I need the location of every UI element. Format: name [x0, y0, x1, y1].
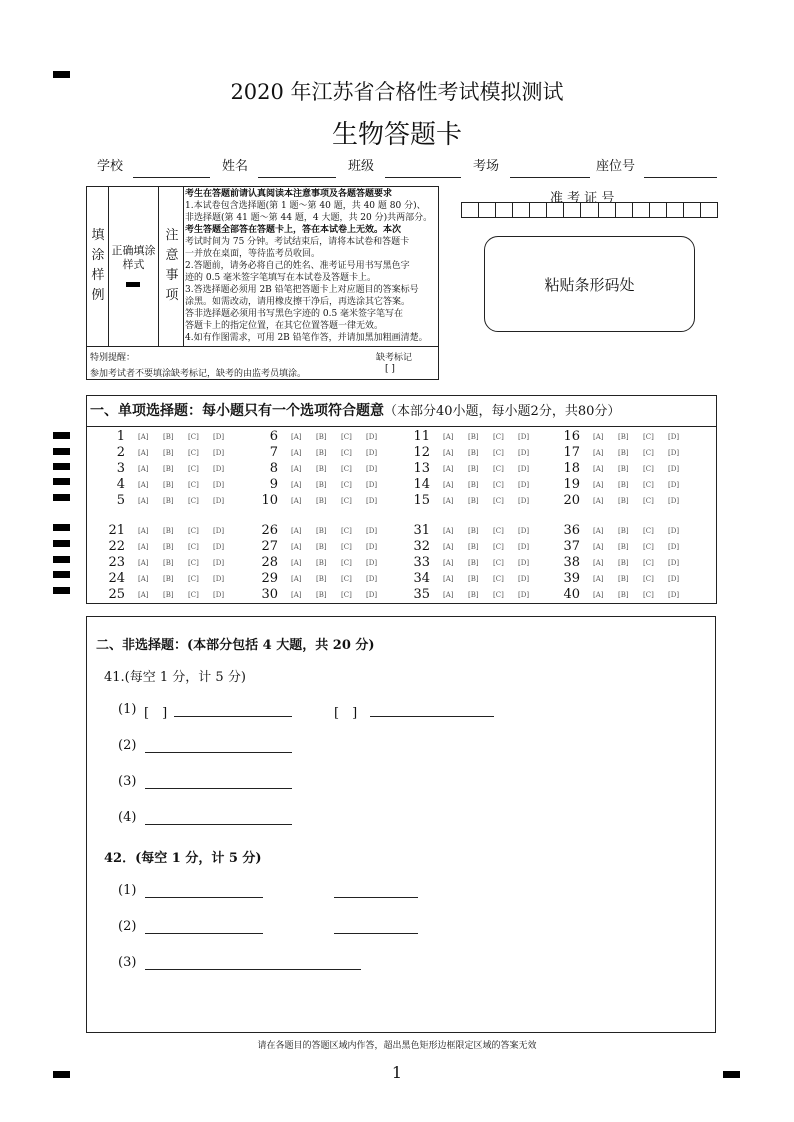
answer-option-bubble[interactable]: [B] — [618, 591, 629, 599]
answer-option-bubble[interactable]: [C] — [188, 497, 199, 505]
answer-option-bubble[interactable]: [B] — [618, 575, 629, 583]
field-room-label: 考场 — [473, 159, 500, 174]
answer-option-bubble[interactable]: [C] — [188, 449, 199, 457]
question-number: 17 — [563, 445, 580, 460]
answer-option-bubble[interactable]: [C] — [493, 449, 504, 457]
q42-answer-1a[interactable] — [145, 897, 263, 898]
question-number: 21 — [108, 523, 125, 538]
question-number: 4 — [116, 477, 125, 492]
timing-mark — [53, 524, 70, 531]
answer-option-bubble[interactable]: [D] — [213, 591, 225, 599]
answer-option-bubble[interactable]: [B] — [618, 449, 629, 457]
absent-mark-box[interactable]: [ ] — [385, 364, 395, 374]
answer-option-bubble[interactable]: [D] — [366, 575, 378, 583]
answer-option-bubble[interactable]: [A] — [138, 433, 149, 441]
answer-option-bubble[interactable]: [C] — [493, 543, 504, 551]
answer-option-bubble[interactable]: [A] — [593, 449, 604, 457]
answer-option-bubble[interactable]: [D] — [518, 433, 530, 441]
notice-col3: 注 意 事 项 — [165, 228, 179, 303]
answer-option-bubble[interactable]: [C] — [188, 543, 199, 551]
answer-option-bubble[interactable]: [D] — [518, 543, 530, 551]
question-number: 8 — [269, 461, 278, 476]
answer-option-bubble[interactable]: [D] — [213, 433, 225, 441]
answer-option-bubble[interactable]: [D] — [213, 575, 225, 583]
answer-option-bubble[interactable]: [D] — [366, 465, 378, 473]
question-number: 6 — [269, 429, 278, 444]
answer-option-bubble[interactable]: [A] — [138, 575, 149, 583]
answer-option-bubble[interactable]: [A] — [291, 543, 302, 551]
field-school-label: 学校 — [97, 159, 124, 174]
q41-item-2: (2) — [118, 738, 137, 753]
question-number: 28 — [261, 555, 278, 570]
answer-option-bubble[interactable]: [D] — [668, 481, 680, 489]
answer-option-bubble[interactable]: [A] — [291, 559, 302, 567]
answer-option-bubble[interactable]: [B] — [618, 543, 629, 551]
question-number: 2 — [116, 445, 125, 460]
answer-option-bubble[interactable]: [B] — [316, 543, 327, 551]
answer-option-bubble[interactable]: [A] — [291, 481, 302, 489]
answer-option-bubble[interactable]: [A] — [138, 527, 149, 535]
q41-bracket-1[interactable]: [ ] — [144, 706, 168, 721]
fill-example-col1: 填 涂 样 例 — [91, 228, 105, 303]
admission-boxes[interactable] — [461, 202, 718, 218]
answer-option-bubble[interactable]: [B] — [163, 591, 174, 599]
answer-option-bubble[interactable]: [B] — [163, 543, 174, 551]
q42-answer-2a[interactable] — [145, 933, 263, 934]
answer-option-bubble[interactable]: [B] — [316, 449, 327, 457]
question-number: 15 — [413, 493, 430, 508]
question-number: 25 — [108, 587, 125, 602]
section2-title: 二、非选择题：(本部分包括 4 大题，共 20 分) — [96, 638, 375, 653]
timing-mark — [53, 571, 70, 578]
answer-option-bubble[interactable]: [B] — [468, 543, 479, 551]
answer-option-bubble[interactable]: [B] — [316, 481, 327, 489]
answer-option-bubble[interactable]: [C] — [643, 497, 654, 505]
answer-option-bubble[interactable]: [D] — [366, 591, 378, 599]
answer-option-bubble[interactable]: [A] — [593, 559, 604, 567]
answer-option-bubble[interactable]: [C] — [188, 559, 199, 567]
answer-option-bubble[interactable]: [C] — [341, 433, 352, 441]
answer-option-bubble[interactable]: [D] — [668, 527, 680, 535]
answer-option-bubble[interactable]: [C] — [643, 575, 654, 583]
answer-option-bubble[interactable]: [A] — [138, 591, 149, 599]
question-number: 9 — [269, 477, 278, 492]
answer-option-bubble[interactable]: [A] — [443, 559, 454, 567]
question-number: 5 — [116, 493, 125, 508]
answer-option-bubble[interactable]: [A] — [138, 465, 149, 473]
q42-answer-3[interactable] — [145, 969, 361, 970]
answer-option-bubble[interactable]: [A] — [291, 449, 302, 457]
answer-option-bubble[interactable]: [C] — [188, 591, 199, 599]
page-number: 1 — [391, 1063, 403, 1082]
question-number: 12 — [413, 445, 430, 460]
answer-option-bubble[interactable]: [B] — [618, 497, 629, 505]
answer-option-bubble[interactable]: [B] — [618, 527, 629, 535]
answer-option-bubble[interactable]: [B] — [468, 527, 479, 535]
answer-option-bubble[interactable]: [D] — [366, 543, 378, 551]
question-number: 16 — [563, 429, 580, 444]
answer-option-bubble[interactable]: [A] — [138, 559, 149, 567]
question-number: 14 — [413, 477, 430, 492]
q41-answer-1a[interactable] — [174, 716, 292, 717]
question-number: 40 — [563, 587, 580, 602]
answer-option-bubble[interactable]: [A] — [291, 497, 302, 505]
answer-option-bubble[interactable]: [D] — [518, 527, 530, 535]
notes-text: 考生在答题前请认真阅读本注意事项及各题答题要求 1.本试卷包含选择题(第 1 题～第 40 题，共 40 题 80 分)、 非选择题(第 41 题～第 44 题，4 大题，共 20 分)共两部分。 考生答题全部答在答题卡上，答在本试卷上无效。本次 考试时间为 75 分钟。考试结束后，请将本试卷和答题卡 一并放在桌面，等待监考员收回。 2.答题前，请务必将自己的姓名、准考证号用书写黑色字 迹的 0.5 毫米签字笔填写在本试卷及答题卡上。 3.答选择题必须用 2B 铅笔把答题卡上对应题目的答案标号 涂黑。如需改动，请用橡皮擦干净后，再选涂其它答案。 答非选择题必须用书写黑色字迹的 0.5 毫米签字笔写在 答题卡上的指定位置，在其它位置答题一律无效。 4.如有作图需求，可用 2B 铅笔作答，并请加黑加粗画清楚。 — [185, 189, 433, 343]
timing-mark — [53, 478, 70, 485]
answer-option-bubble[interactable]: [C] — [341, 527, 352, 535]
answer-option-bubble[interactable]: [A] — [593, 575, 604, 583]
answer-option-bubble[interactable]: [D] — [366, 481, 378, 489]
answer-option-bubble[interactable]: [D] — [213, 449, 225, 457]
answer-option-bubble[interactable]: [B] — [316, 575, 327, 583]
field-school-line[interactable] — [133, 177, 210, 178]
question-number: 38 — [563, 555, 580, 570]
q42-item-1: (1) — [118, 883, 137, 898]
answer-option-bubble[interactable]: [A] — [443, 527, 454, 535]
q41-item-1: (1) — [118, 702, 137, 717]
field-name-label: 姓名 — [222, 159, 249, 174]
answer-option-bubble[interactable]: [A] — [443, 481, 454, 489]
field-room-line[interactable] — [510, 177, 590, 178]
section1-title: 一、单项选择题：每小题只有一个选项符合题意（本部分40小题，每小题2分，共80分） — [90, 403, 621, 419]
answer-option-bubble[interactable]: [C] — [341, 543, 352, 551]
answer-option-bubble[interactable]: [C] — [341, 559, 352, 567]
answer-option-bubble[interactable]: [A] — [593, 591, 604, 599]
correct-fill-label: 正确填涂样式 — [111, 244, 156, 271]
answer-option-bubble[interactable]: [A] — [443, 465, 454, 473]
question-number: 22 — [108, 539, 125, 554]
answer-option-bubble[interactable]: [C] — [341, 481, 352, 489]
question-number: 18 — [563, 461, 580, 476]
card-subtitle: 生物答题卡 — [331, 120, 462, 150]
question-number: 31 — [413, 523, 430, 538]
answer-option-bubble[interactable]: [A] — [291, 465, 302, 473]
answer-option-bubble[interactable]: [D] — [668, 543, 680, 551]
answer-option-bubble[interactable]: [B] — [316, 433, 327, 441]
answer-option-bubble[interactable]: [A] — [138, 543, 149, 551]
answer-option-bubble[interactable]: [A] — [593, 481, 604, 489]
answer-option-bubble[interactable]: [D] — [518, 591, 530, 599]
q42-item-2: (2) — [118, 919, 137, 934]
answer-option-bubble[interactable]: [D] — [366, 449, 378, 457]
answer-option-bubble[interactable]: [C] — [643, 543, 654, 551]
exam-title: 2020 年江苏省合格性考试模拟测试 — [230, 80, 564, 104]
special-reminder-label: 特别提醒： — [90, 353, 136, 363]
question-number: 13 — [413, 461, 430, 476]
answer-option-bubble[interactable]: [C] — [341, 575, 352, 583]
answer-option-bubble[interactable]: [B] — [163, 481, 174, 489]
answer-option-bubble[interactable]: [C] — [643, 527, 654, 535]
question-number: 30 — [261, 587, 278, 602]
correct-fill-sample — [126, 282, 140, 287]
answer-option-bubble[interactable]: [A] — [593, 465, 604, 473]
answer-option-bubble[interactable]: [C] — [341, 449, 352, 457]
question-number: 37 — [563, 539, 580, 554]
answer-option-bubble[interactable]: [C] — [493, 527, 504, 535]
q41-answer-3[interactable] — [145, 788, 292, 789]
answer-option-bubble[interactable]: [B] — [163, 449, 174, 457]
answer-option-bubble[interactable]: [B] — [316, 527, 327, 535]
answer-option-bubble[interactable]: [D] — [213, 465, 225, 473]
question-number: 36 — [563, 523, 580, 538]
answer-option-bubble[interactable]: [B] — [468, 497, 479, 505]
question-number: 32 — [413, 539, 430, 554]
answer-option-bubble[interactable]: [D] — [518, 481, 530, 489]
question-number: 34 — [413, 571, 430, 586]
answer-option-bubble[interactable]: [B] — [163, 433, 174, 441]
field-name-line[interactable] — [258, 177, 336, 178]
answer-option-bubble[interactable]: [D] — [213, 559, 225, 567]
question-number: 26 — [261, 523, 278, 538]
answer-option-bubble[interactable]: [A] — [443, 543, 454, 551]
answer-option-bubble[interactable]: [C] — [643, 481, 654, 489]
answer-option-bubble[interactable]: [A] — [291, 575, 302, 583]
answer-option-bubble[interactable]: [D] — [366, 433, 378, 441]
answer-option-bubble[interactable]: [B] — [163, 559, 174, 567]
answer-option-bubble[interactable]: [C] — [188, 481, 199, 489]
answer-option-bubble[interactable]: [C] — [493, 465, 504, 473]
q42-item-3: (3) — [118, 955, 137, 970]
q41-label: 41.(每空 1 分，计 5 分) — [104, 670, 246, 685]
answer-option-bubble[interactable]: [C] — [188, 465, 199, 473]
answer-option-bubble[interactable]: [A] — [291, 527, 302, 535]
answer-option-bubble[interactable]: [C] — [493, 559, 504, 567]
question-number: 19 — [563, 477, 580, 492]
question-number: 10 — [261, 493, 278, 508]
answer-option-bubble[interactable]: [D] — [213, 481, 225, 489]
answer-option-bubble[interactable]: [D] — [366, 527, 378, 535]
question-number: 27 — [261, 539, 278, 554]
answer-option-bubble[interactable]: [D] — [668, 559, 680, 567]
answer-option-bubble[interactable]: [B] — [316, 559, 327, 567]
answer-option-bubble[interactable]: [D] — [668, 575, 680, 583]
timing-mark — [53, 587, 70, 594]
field-seat-label: 座位号 — [596, 159, 636, 174]
question-number: 11 — [413, 429, 430, 444]
field-class-label: 班级 — [348, 159, 375, 174]
answer-option-bubble[interactable]: [A] — [443, 449, 454, 457]
answer-option-bubble[interactable]: [B] — [468, 559, 479, 567]
answer-option-bubble[interactable]: [D] — [213, 497, 225, 505]
answer-option-bubble[interactable]: [D] — [518, 575, 530, 583]
answer-option-bubble[interactable]: [A] — [593, 433, 604, 441]
answer-option-bubble[interactable]: [A] — [138, 449, 149, 457]
answer-option-bubble[interactable]: [C] — [643, 559, 654, 567]
timing-mark — [53, 540, 70, 547]
question-number: 7 — [269, 445, 278, 460]
answer-option-bubble[interactable]: [C] — [188, 575, 199, 583]
question-number: 20 — [563, 493, 580, 508]
answer-option-bubble[interactable]: [B] — [468, 449, 479, 457]
q41-item-3: (3) — [118, 774, 137, 789]
q41-answer-2[interactable] — [145, 752, 292, 753]
barcode-area[interactable] — [484, 236, 695, 332]
answer-option-bubble[interactable]: [C] — [188, 433, 199, 441]
question-number: 35 — [413, 587, 430, 602]
answer-option-bubble[interactable]: [B] — [618, 465, 629, 473]
answer-option-bubble[interactable]: [C] — [493, 433, 504, 441]
answer-option-bubble[interactable]: [D] — [213, 527, 225, 535]
q41-answer-1b[interactable] — [370, 716, 494, 717]
field-seat-line[interactable] — [644, 177, 717, 178]
answer-option-bubble[interactable]: [C] — [493, 481, 504, 489]
question-number: 33 — [413, 555, 430, 570]
answer-option-bubble[interactable]: [B] — [618, 559, 629, 567]
special-reminder-text: 参加考试者不要填涂缺考标记，缺考的由监考员填涂。 — [90, 369, 307, 379]
q41-answer-4[interactable] — [145, 824, 292, 825]
q41-bracket-2[interactable]: [ ] — [334, 706, 358, 721]
answer-option-bubble[interactable]: [D] — [366, 497, 378, 505]
answer-option-bubble[interactable]: [D] — [668, 465, 680, 473]
q42-answer-2b[interactable] — [334, 933, 418, 934]
answer-option-bubble[interactable]: [A] — [443, 497, 454, 505]
answer-option-bubble[interactable]: [B] — [468, 481, 479, 489]
answer-option-bubble[interactable]: [A] — [593, 543, 604, 551]
answer-option-bubble[interactable]: [D] — [518, 465, 530, 473]
timing-mark — [53, 463, 70, 470]
admission-label: 准 考 证 号 — [550, 191, 615, 206]
question-number: 39 — [563, 571, 580, 586]
answer-option-bubble[interactable]: [C] — [341, 497, 352, 505]
answer-option-bubble[interactable]: [B] — [468, 591, 479, 599]
answer-option-bubble[interactable]: [C] — [643, 591, 654, 599]
answer-option-bubble[interactable]: [A] — [138, 481, 149, 489]
answer-option-bubble[interactable]: [A] — [443, 433, 454, 441]
answer-option-bubble[interactable]: [A] — [138, 497, 149, 505]
answer-option-bubble[interactable]: [B] — [163, 527, 174, 535]
answer-option-bubble[interactable]: [D] — [668, 591, 680, 599]
answer-option-bubble[interactable]: [A] — [443, 575, 454, 583]
answer-option-bubble[interactable]: [B] — [618, 481, 629, 489]
answer-option-bubble[interactable]: [D] — [518, 497, 530, 505]
answer-option-bubble[interactable]: [A] — [593, 527, 604, 535]
question-number: 24 — [108, 571, 125, 586]
answer-option-bubble[interactable]: [B] — [468, 433, 479, 441]
answer-option-bubble[interactable]: [B] — [163, 575, 174, 583]
timing-mark — [53, 556, 70, 563]
answer-option-bubble[interactable]: [D] — [668, 433, 680, 441]
timing-mark — [53, 448, 70, 455]
answer-option-bubble[interactable]: [C] — [341, 591, 352, 599]
answer-option-bubble[interactable]: [B] — [468, 575, 479, 583]
answer-option-bubble[interactable]: [D] — [366, 559, 378, 567]
answer-option-bubble[interactable]: [C] — [341, 465, 352, 473]
answer-option-bubble[interactable]: [B] — [163, 497, 174, 505]
question-number: 29 — [261, 571, 278, 586]
answer-option-bubble[interactable]: [B] — [316, 591, 327, 599]
answer-option-bubble[interactable]: [C] — [493, 575, 504, 583]
timing-mark — [53, 432, 70, 439]
answer-option-bubble[interactable]: [B] — [468, 465, 479, 473]
answer-option-bubble[interactable]: [A] — [593, 497, 604, 505]
footer-notice: 请在各题目的答题区域内作答，超出黑色矩形边框限定区域的答案无效 — [257, 1041, 537, 1051]
answer-option-bubble[interactable]: [A] — [443, 591, 454, 599]
answer-option-bubble[interactable]: [B] — [316, 497, 327, 505]
answer-option-bubble[interactable]: [D] — [518, 449, 530, 457]
answer-option-bubble[interactable]: [A] — [291, 433, 302, 441]
answer-option-bubble[interactable]: [B] — [163, 465, 174, 473]
answer-option-bubble[interactable]: [C] — [493, 497, 504, 505]
answer-option-bubble[interactable]: [D] — [668, 449, 680, 457]
timing-mark — [53, 494, 70, 501]
absent-mark-label: 缺考标记 — [376, 353, 413, 363]
q42-label: 42．(每空 1 分，计 5 分) — [104, 851, 262, 866]
answer-option-bubble[interactable]: [C] — [188, 527, 199, 535]
barcode-label: 粘贴条形码处 — [544, 275, 635, 294]
answer-option-bubble[interactable]: [D] — [213, 543, 225, 551]
answer-option-bubble[interactable]: [B] — [618, 433, 629, 441]
answer-option-bubble[interactable]: [C] — [643, 465, 654, 473]
answer-option-bubble[interactable]: [A] — [291, 591, 302, 599]
q41-item-4: (4) — [118, 810, 137, 825]
question-number: 23 — [108, 555, 125, 570]
answer-option-bubble[interactable]: [D] — [518, 559, 530, 567]
answer-option-bubble[interactable]: [C] — [643, 449, 654, 457]
answer-option-bubble[interactable]: [B] — [316, 465, 327, 473]
answer-option-bubble[interactable]: [D] — [668, 497, 680, 505]
field-class-line[interactable] — [385, 177, 461, 178]
question-number: 3 — [116, 461, 125, 476]
answer-option-bubble[interactable]: [C] — [493, 591, 504, 599]
question-number: 1 — [116, 429, 125, 444]
q42-answer-1b[interactable] — [334, 897, 418, 898]
answer-option-bubble[interactable]: [C] — [643, 433, 654, 441]
